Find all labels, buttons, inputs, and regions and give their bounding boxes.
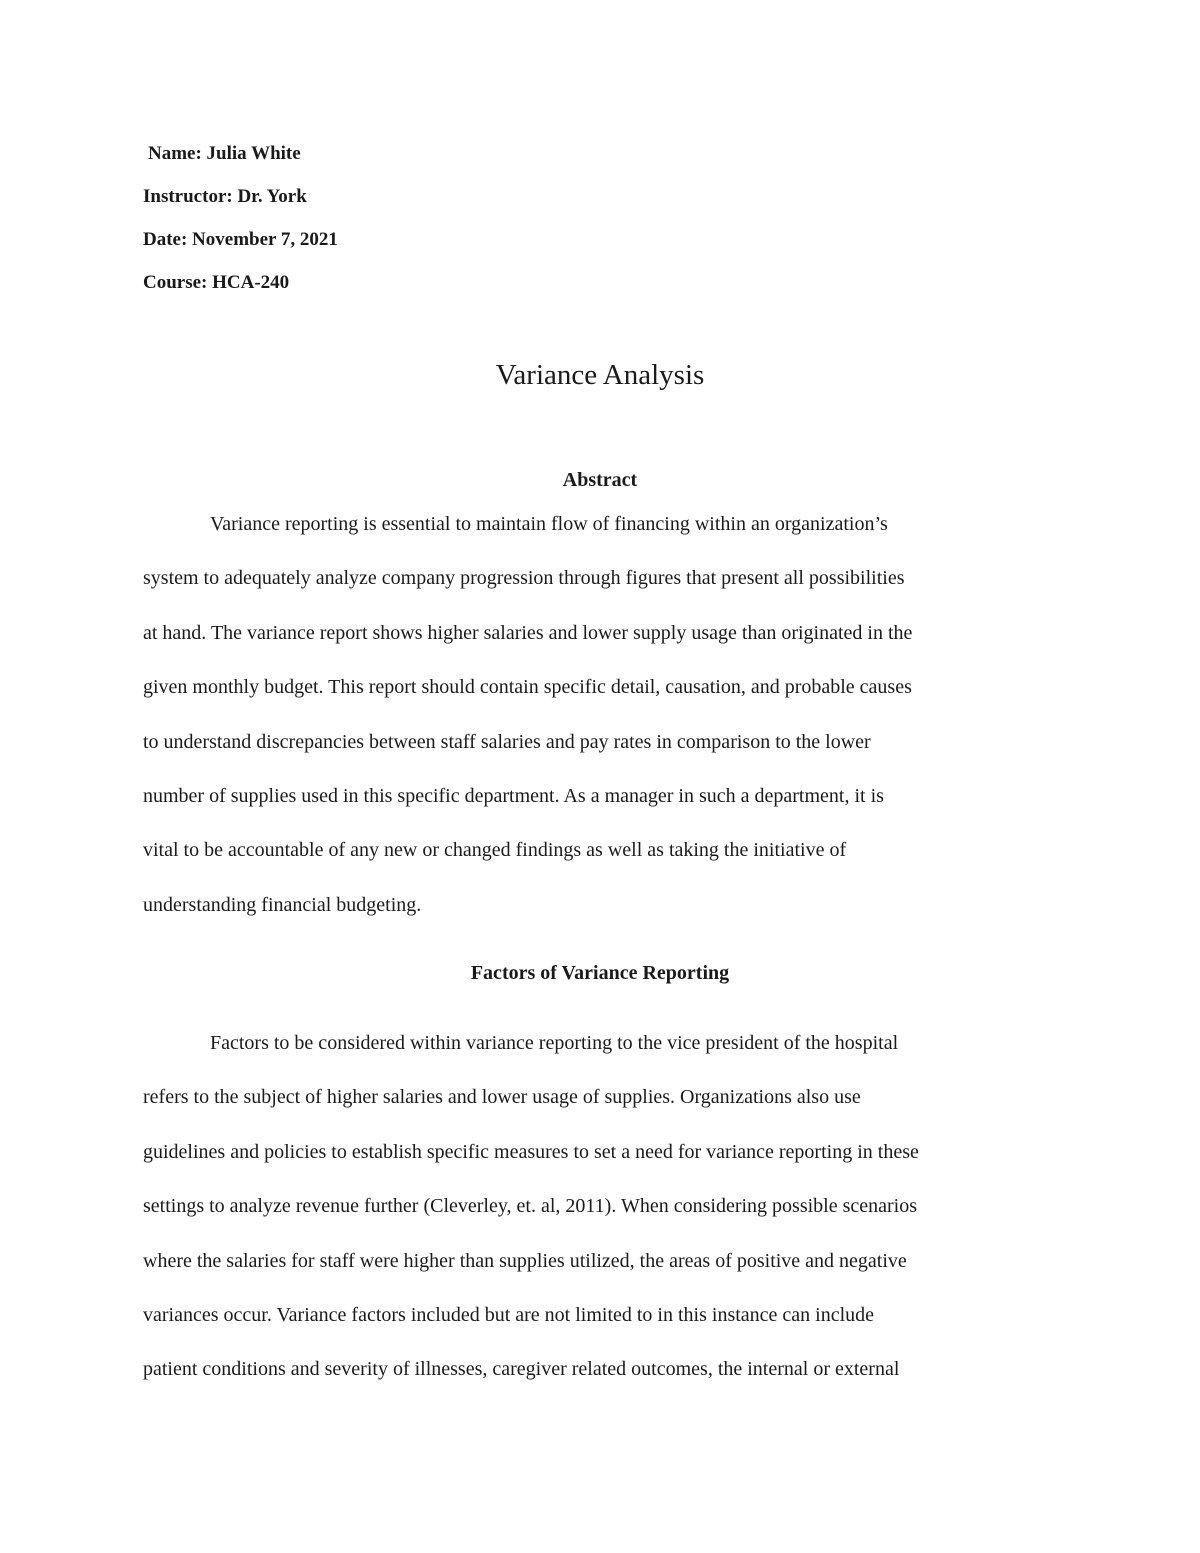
factors-line: where the salaries for staff were higher than supplies utilized, the areas of positive and negative xyxy=(143,1249,907,1272)
abstract-line: to understand discrepancies between staff salaries and pay rates in comparison to the lower xyxy=(143,730,871,753)
factors-line: guidelines and policies to establish specific measures to set a need for variance reporting in these xyxy=(143,1140,919,1163)
abstract-line: understanding financial budgeting. xyxy=(143,893,422,916)
abstract-line: at hand. The variance report shows higher salaries and lower supply usage than originated in the xyxy=(143,621,913,644)
factors-line: settings to analyze revenue further (Cleverley, et. al, 2011). When considering possible scenarios xyxy=(143,1195,918,1218)
abstract-line: given monthly budget. This report should contain specific detail, causation, and probable causes xyxy=(143,676,912,699)
factors-line: variances occur. Variance factors included but are not limited to in this instance can include xyxy=(143,1304,875,1327)
abstract-line: number of supplies used in this specific department. As a manager in such a department, it is xyxy=(143,785,884,808)
document-title: Variance Analysis xyxy=(495,359,705,391)
abstract-line: vital to be accountable of any new or changed findings as well as taking the initiative of xyxy=(143,839,847,862)
abstract-line: Variance reporting is essential to maintain flow of financing within an organization’s xyxy=(210,513,888,535)
factors-paragraph xyxy=(143,1016,1058,1397)
student-info-header xyxy=(143,140,338,312)
factors-line: refers to the subject of higher salaries and lower usage of supplies. Organizations also use xyxy=(143,1086,861,1109)
submission-date: Date: November 7, 2021 xyxy=(143,229,338,250)
abstract-paragraph xyxy=(143,497,1058,932)
abstract-heading: Abstract xyxy=(562,469,638,491)
student-name: Name: Julia White xyxy=(148,143,301,164)
course-code: Course: HCA-240 xyxy=(143,272,290,293)
instructor-name: Instructor: Dr. York xyxy=(143,186,307,207)
factors-line: Factors to be considered within variance reporting to the vice president of the hospital xyxy=(210,1032,899,1054)
factors-line: patient conditions and severity of illnesses, caregiver related outcomes, the internal or external xyxy=(143,1358,900,1381)
factors-heading: Factors of Variance Reporting xyxy=(470,962,730,984)
abstract-line: system to adequately analyze company progression through figures that present all possibilities xyxy=(143,567,905,590)
